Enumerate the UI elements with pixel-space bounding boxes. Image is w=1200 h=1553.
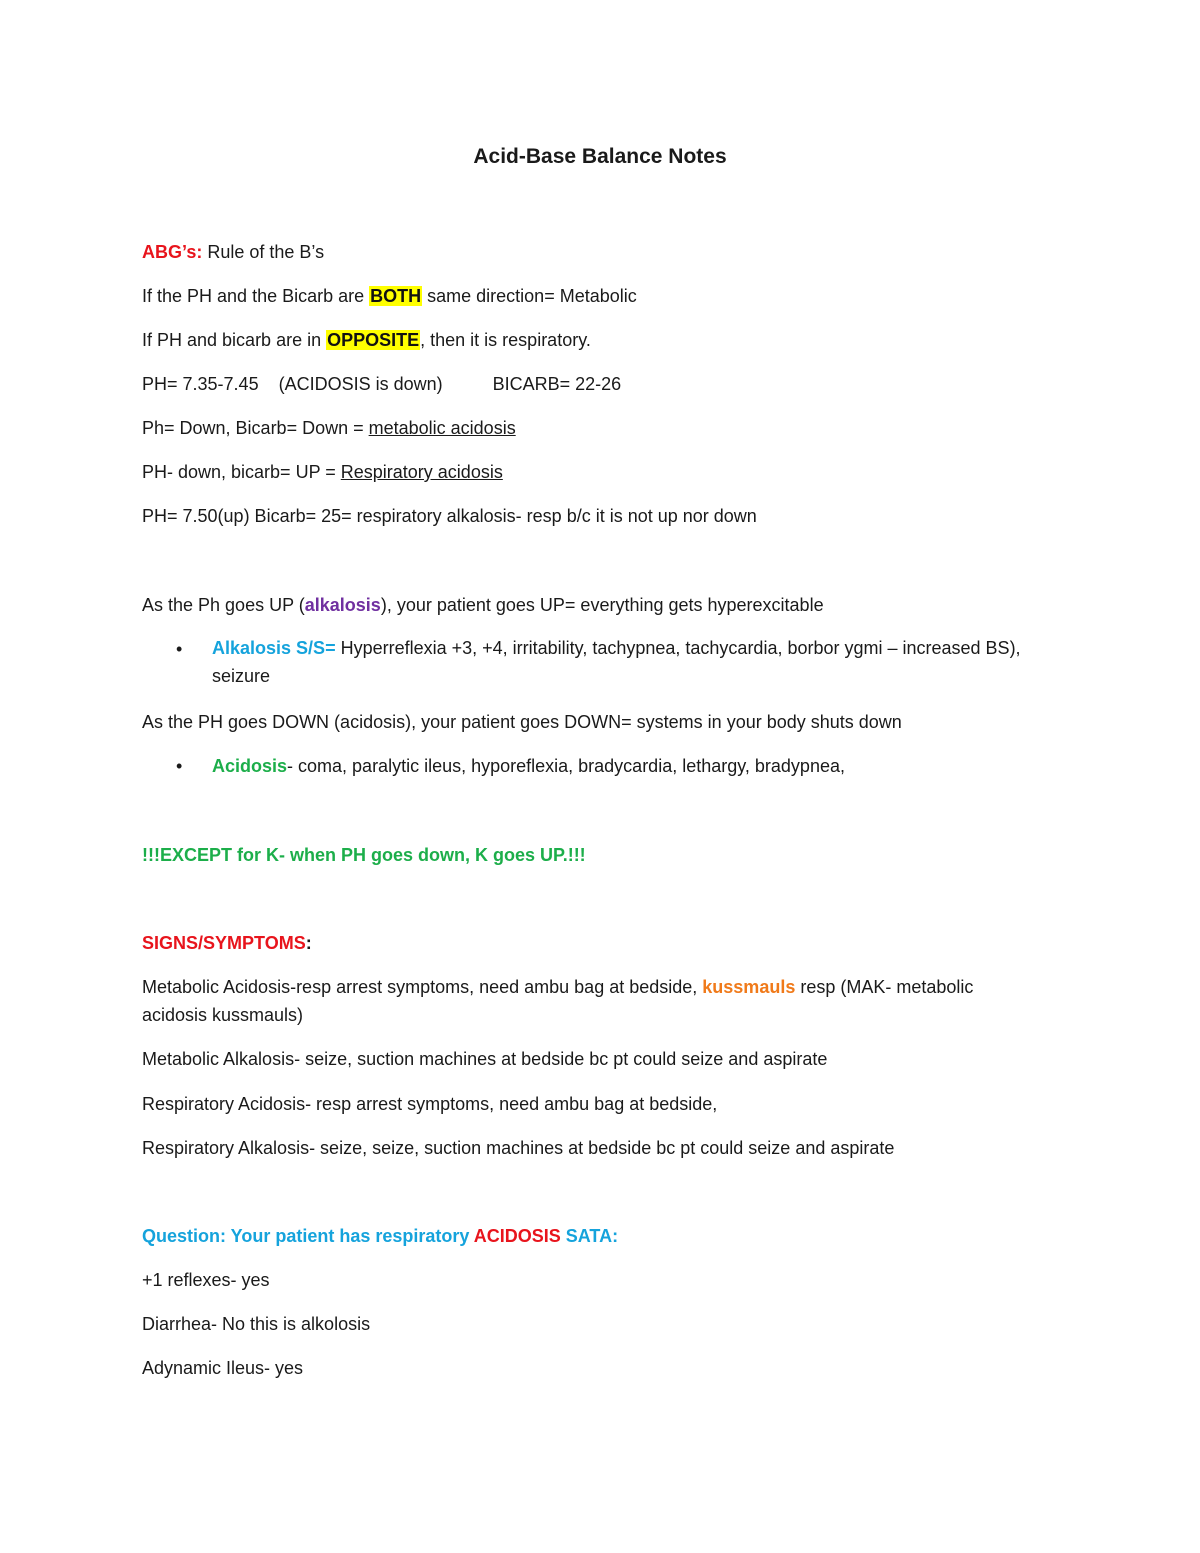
text-segment: ), your patient goes UP= everything gets hyperexcitable [380,595,824,615]
question-text: Question: Your patient has respiratory [142,1226,474,1246]
signs-heading-colon: : [305,933,312,953]
acidosis-intro: As the PH goes DOWN (acidosis), your patient goes DOWN= systems in your body shuts down [142,712,902,732]
signs-heading-text: SIGNS/SYMPTOMS [142,933,306,953]
alkalosis-word: alkalosis [304,595,381,615]
abg-both-line [142,284,637,308]
page-title: Acid-Base Balance Notes [473,145,727,168]
alkalosis-signs-item [212,634,1062,690]
metabolic-alkalosis-signs: Metabolic Alkalosis- seize, suction machines at bedside bc pt could seize and aspirate [142,1049,828,1069]
alkalosis-ss-label: Alkalosis S/S [212,638,326,658]
answer-item: Diarrhea- No this is alkolosis [142,1314,371,1334]
abg-label: ABG’s: [142,242,203,262]
example-respiratory-alkalosis: PH= 7.50(up) Bicarb= 25= respiratory alkalosis- resp b/c it is not up nor down [142,506,757,526]
answer-item: Adynamic Ileus- yes [142,1358,304,1378]
bullet-icon: • [176,639,183,659]
opposite-highlight: OPPOSITE [327,330,420,350]
respiratory-acidosis-term: Respiratory acidosis [340,462,503,482]
respiratory-alkalosis-signs: Respiratory Alkalosis- seize, seize, suction machines at bedside bc pt could seize and aspirate [142,1138,895,1158]
alkalosis-intro [142,593,824,617]
acidosis-signs-item [212,754,845,778]
text-segment: If the PH and the Bicarb are [142,286,370,306]
alkalosis-ss-eq: = [325,638,336,658]
abg-rule-line [142,240,324,264]
respiratory-acidosis-signs: Respiratory Acidosis- resp arrest symptoms, need ambu bag at bedside, [142,1094,718,1114]
answer-item: +1 reflexes- yes [142,1270,270,1290]
example-respiratory-acidosis [142,460,503,484]
potassium-exception: !!!EXCEPT for K- when PH goes down, K goes UP.!!! [142,845,586,865]
text-segment: same direction= Metabolic [422,286,637,306]
abg-ranges-line: PH= 7.35-7.45 (ACIDOSIS is down) BICARB= 22-26 [142,374,622,394]
text-segment: As the Ph goes UP ( [142,595,305,615]
kussmauls-word: kussmauls [702,977,796,997]
metabolic-acidosis-term: metabolic acidosis [368,418,516,438]
acidosis-label: Acidosis [212,756,288,776]
text-segment: Ph= Down, Bicarb= Down = [142,418,369,438]
metabolic-acidosis-signs-cont: acidosis kussmauls) [142,1005,304,1025]
text-segment: If PH and bicarb are in [142,330,327,350]
text-segment: resp (MAK- metabolic [795,977,974,997]
bullet-icon: • [176,756,183,776]
text-segment: Metabolic Acidosis-resp arrest symptoms, need ambu bag at bedside, [142,977,703,997]
question-acidosis-word: ACIDOSIS [473,1226,561,1246]
text-segment: PH- down, bicarb= UP = [142,462,341,482]
metabolic-acidosis-signs [142,975,973,999]
abg-rule-text: Rule of the B’s [202,242,325,262]
abg-opposite-line [142,328,591,352]
both-highlight: BOTH [370,286,422,306]
example-metabolic-acidosis [142,416,516,440]
question-line [142,1224,618,1248]
text-segment: , then it is respiratory. [420,330,591,350]
acidosis-text: - coma, paralytic ileus, hyporeflexia, bradycardia, lethargy, bradypnea, [287,756,845,776]
signs-heading [142,931,312,955]
alkalosis-ss-text: Hyperreflexia +3, +4, irritability, tachypnea, tachycardia, borbor ygmi – increased BS), seizure [212,638,1021,686]
question-sata: SATA: [560,1226,619,1246]
